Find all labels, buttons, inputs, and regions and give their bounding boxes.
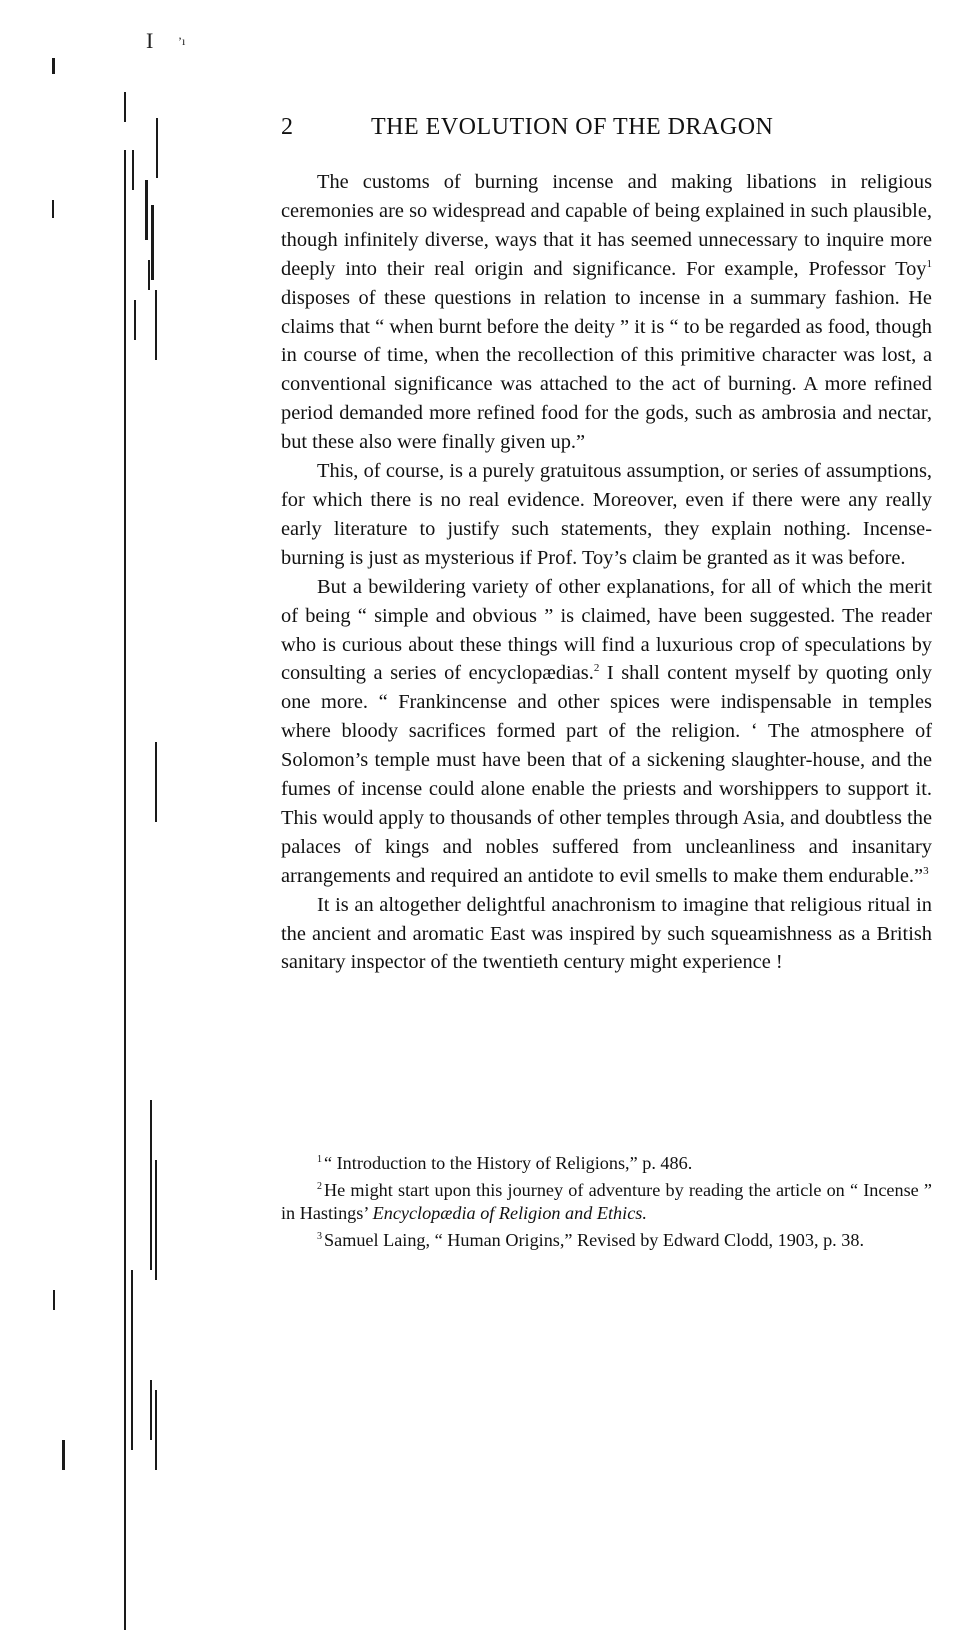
footnote-2-mark: 2 <box>317 1181 322 1192</box>
footnote-ref-2: 2 <box>593 662 600 675</box>
footnote-2 <box>281 1175 932 1225</box>
footnote-2-italic-title: Encyclopædia of Religion and Ethics. <box>372 1203 647 1223</box>
paragraph-3 <box>281 573 932 891</box>
paragraph-1-part-1: The customs of burning incense and making libations in religious ceremonies are so widespread and capable of being explained in such plausible, though infinitely diverse, ways that it has seemed unnecessary to inquire more deeply into their real origin and significance. For example, Professor Toy <box>281 171 932 280</box>
paragraph-2-text: This, of course, is a purely gratuitous assumption, or series of assumptions, for which there is no real evidence. Moreover, even if there were any really early literature to justify such statements, they explain nothing. Incense-burning is just as mysterious if Prof. Toy’s claim be granted as it was before. <box>281 460 932 569</box>
corner-mark-right: ’ı <box>178 34 186 48</box>
running-title: THE EVOLUTION OF THE DRAGON <box>371 114 774 140</box>
paragraph-2 <box>281 457 932 573</box>
footnote-1-text: “ Introduction to the History of Religions,” p. 486. <box>324 1153 693 1173</box>
body-text <box>281 168 932 977</box>
paragraph-3-part-2: I shall content myself by quoting only one more. “ Frankincense and other spices were indispensable in temples where bloody sacrifices formed part of the religion. ‘ The atmosphere of Solomon’s temple must have been that of a sickening slaughter-house, and the fumes of incense could alone enable the priests and worshippers to support it. This would apply to thousands of other temples through Asia, and doubtless the palaces of kings and nobles suffered from uncleanliness and insanitary arrangements and required an antidote to evil smells to make them endurable.” <box>281 662 933 887</box>
footnotes <box>281 1148 932 1252</box>
page-number: 2 <box>281 114 294 140</box>
footnote-3-text: Samuel Laing, “ Human Origins,” Revised by Edward Clodd, 1903, p. 38. <box>324 1230 864 1250</box>
paragraph-1 <box>281 168 932 457</box>
footnote-3-mark: 3 <box>317 1231 322 1242</box>
paragraph-4 <box>281 891 932 978</box>
running-header <box>281 114 881 154</box>
footnote-ref-3: 3 <box>923 864 929 877</box>
paragraph-3-part-1: But a bewildering variety of other explanations, for all of which the merit of being “ simple and obvious ” is claimed, have been suggested. The reader who is curious about these things will find a luxurious crop of speculations by consulting a series of encyclopædias. <box>281 575 932 685</box>
footnote-1 <box>281 1148 932 1175</box>
footnote-1-mark: 1 <box>317 1154 322 1165</box>
footnote-2-text: He might start upon this journey of adventure by reading the article on “ Incense ” in Hastings’ <box>281 1180 932 1223</box>
paragraph-4-text: It is an altogether delightful anachronism to imagine that religious ritual in the ancient and aromatic East was inspired by such squeamishness as a British sanitary inspector of the twentieth century might experience ! <box>281 893 932 974</box>
paragraph-1-part-2: disposes of these questions in relation to incense in a summary fashion. He claims that “ when burnt before the deity ” it is “ to be regarded as food, though in course of time, when the recollection of this primitive character was lost, a conventional significance was attached to the act of burning. A more refined period demanded more refined food for the gods, such as ambrosia and nectar, but these also were finally given up.” <box>281 286 932 454</box>
corner-mark-left: I <box>146 28 154 53</box>
footnote-ref-1: 1 <box>926 257 932 270</box>
footnote-3 <box>281 1225 932 1252</box>
